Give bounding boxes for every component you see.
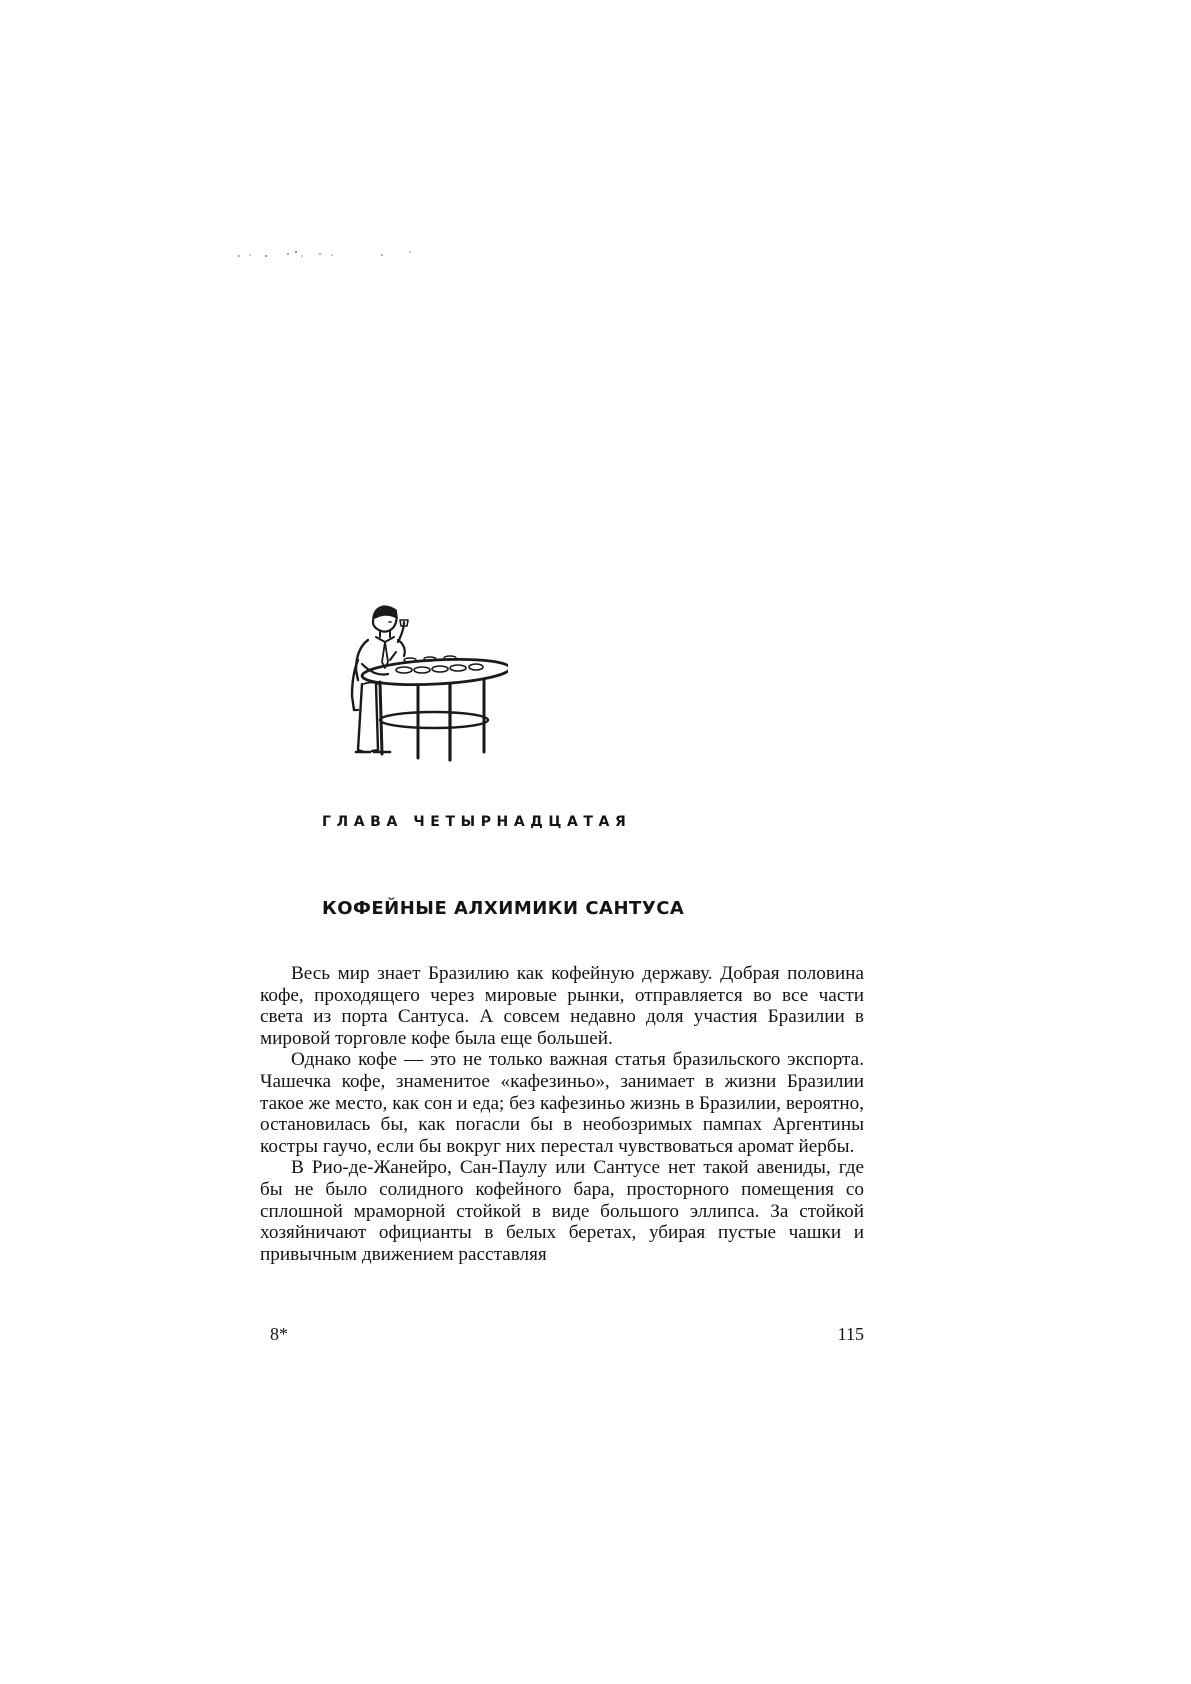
chapter-body: [260, 963, 864, 1265]
paragraph: Однако кофе — это не только важная статья бразильского экспорта. Чашечка кофе, знаменитое «кафезиньо», занимает в жизни Бразилии такое же место, как сон и еда; без кафезиньо жизнь в Бразилии, вероятно, остановилась бы, как погасли бы в необозримых пампах Аргентины костры гаучо, если бы вокруг них перестал чувствоваться аромат йербы.: [260, 1049, 864, 1157]
paragraph: В Рио-де-Жанейро, Сан-Паулу или Сантусе нет такой авениды, где бы не было солидного кофейного бара, просторного помещения со сплошной мраморной стойкой в виде большого эллипса. За стойкой хозяйничают официанты в белых беретах, убирая пустые чашки и привычным движением расставляя: [260, 1157, 864, 1265]
page-footer: [270, 1324, 864, 1346]
chapter-label: ГЛАВА ЧЕТЫРНАДЦАТАЯ: [322, 814, 632, 830]
scan-specks: [236, 246, 436, 266]
page-number: 115: [837, 1324, 864, 1344]
paragraph: Весь мир знает Бразилию как кофейную державу. Добрая половина кофе, проходящего через мировые рынки, отправляется во все части света из порта Сантуса. А совсем недавно доля участия Бразилии в мировой торговле кофе была еще большей.: [260, 963, 864, 1049]
chapter-title: КОФЕЙНЫЕ АЛХИМИКИ САНТУСА: [322, 898, 685, 919]
signature-mark: 8*: [270, 1324, 288, 1344]
waiter-at-coffee-bar-icon: [318, 600, 508, 770]
